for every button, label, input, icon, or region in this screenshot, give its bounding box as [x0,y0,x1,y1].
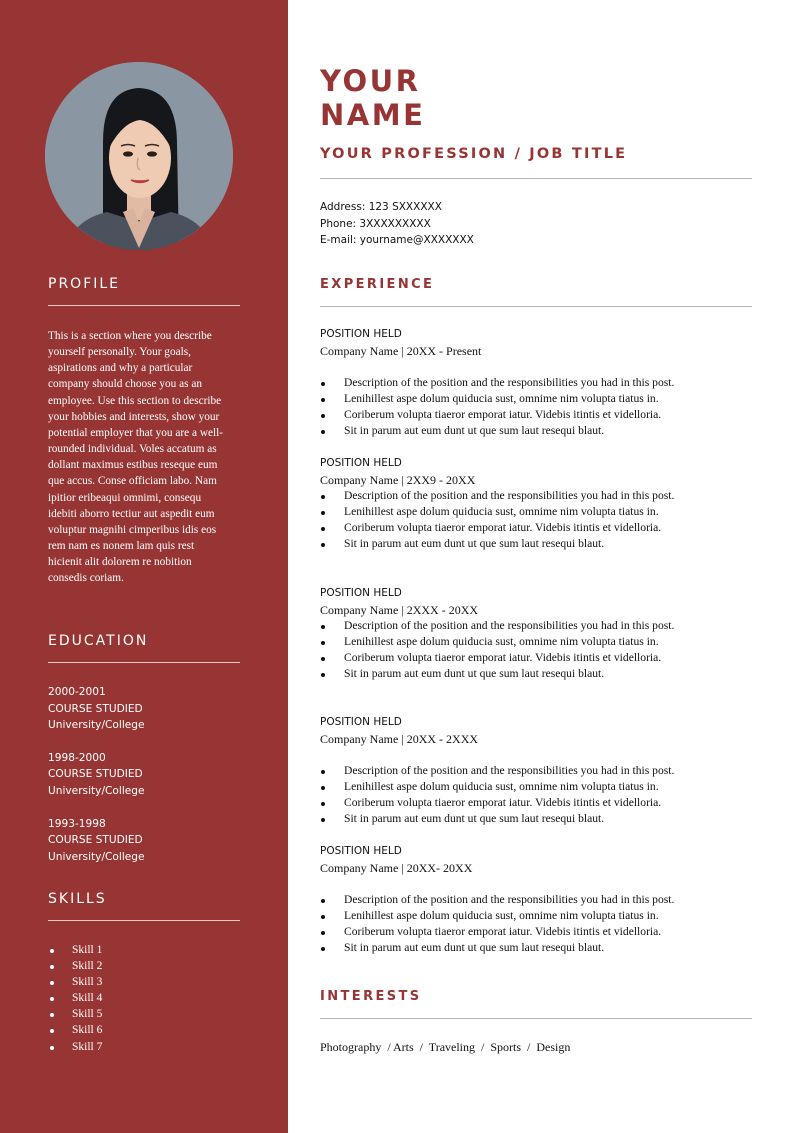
responsibility-item: Description of the position and the responsibilities you had in this post. [320,763,760,779]
experience-entry [320,455,760,552]
education-school: University/College [48,850,145,863]
position-title: POSITION HELD [320,328,402,340]
candidate-name [320,64,425,132]
responsibilities-list [320,892,760,956]
skill-item: Skill 2 [48,958,102,974]
responsibility-item: Description of the position and the responsibilities you had in this post. [320,892,760,908]
profile-line: rounded individual. Voles accatum as [48,443,217,456]
education-years: 1993-1998 [48,817,106,830]
experience-entry [320,843,760,956]
responsibility-item: Sit in parum aut eum dunt ut que sum laut resequi blaut. [320,423,760,439]
responsibility-item: Coriberum volupta tiaeror emporat iatur. Videbis itintis et videlloria. [320,795,760,811]
education-heading: EDUCATION [48,633,149,649]
skill-item: Skill 1 [48,942,102,958]
profile-line: que accus. Conse officiam labo. Nam [48,475,217,488]
interests-list: Photography / Arts / Traveling / Sports / Design [320,1040,571,1054]
education-years: 1998-2000 [48,751,106,764]
skill-item: Skill 4 [48,990,102,1006]
responsibility-item: Sit in parum aut eum dunt ut que sum laut resequi blaut. [320,666,760,682]
education-list [48,684,248,881]
profile-line: potential employer that you are a well- [48,426,224,439]
experience-divider [320,306,752,307]
header-divider [320,178,752,179]
skill-item: Skill 6 [48,1022,102,1038]
experience-entry [320,714,760,827]
profile-line: aspirations and why a particular [48,362,193,375]
responsibility-item: Coriberum volupta tiaeror emporat iatur. Videbis itintis et videlloria. [320,650,760,666]
responsibility-item: Coriberum volupta tiaeror emporat iatur. Videbis itintis et videlloria. [320,924,760,940]
profile-line: rem nam es nonem lam quis rest [48,540,195,553]
profile-line: employee. Use this section to describe [48,394,222,407]
profile-line: hicienit alit dolorem re nobition [48,556,192,569]
interests-heading: INTERESTS [320,989,422,1004]
skill-item: Skill 3 [48,974,102,990]
position-title: POSITION HELD [320,587,402,599]
responsibility-item: Sit in parum aut eum dunt ut que sum laut resequi blaut. [320,811,760,827]
profile-line: company should choose you as an [48,378,203,391]
position-title: POSITION HELD [320,845,402,857]
experience-heading: EXPERIENCE [320,277,435,292]
responsibility-item: Lenihillest aspe dolum quiducia sust, omnime nim volupta tiatus in. [320,634,760,650]
profession-title: YOUR PROFESSION / JOB TITLE [320,146,628,162]
profile-line: your hobbies and interests, show your [48,410,220,423]
contact-phone: Phone: 3XXXXXXXXX [320,217,431,230]
profile-line: ipitior eribeaqui omnimi, consequ [48,491,202,504]
skill-item: Skill 5 [48,1006,102,1022]
responsibility-item: Lenihillest aspe dolum quiducia sust, omnime nim volupta tiatus in. [320,908,760,924]
company-line: Company Name | 2XX9 - 20XX [320,472,476,487]
education-school: University/College [48,719,145,732]
profile-line: yourself personally. Your goals, [48,346,191,359]
responsibility-item: Sit in parum aut eum dunt ut que sum laut resequi blaut. [320,940,760,956]
education-divider [48,662,240,663]
portrait-illustration [45,62,233,250]
skills-divider [48,920,240,921]
education-entry [48,684,248,734]
responsibility-item: Lenihillest aspe dolum quiducia sust, omnime nim volupta tiatus in. [320,391,760,407]
company-line: Company Name | 20XX- 20XX [320,860,473,875]
experience-entry [320,585,760,682]
contact-block [320,199,474,249]
skill-item: Skill 7 [48,1039,102,1055]
responsibility-item: Description of the position and the responsibilities you had in this post. [320,618,760,634]
profile-line: idebiti aborro tectiur aut aspedit eum [48,507,215,520]
education-course: COURSE STUDIED [48,768,143,781]
responsibility-item: Sit in parum aut eum dunt ut que sum laut resequi blaut. [320,536,760,552]
education-course: COURSE STUDIED [48,834,143,847]
name-line-2: NAME [320,98,426,132]
sidebar [0,0,288,1133]
contact-address: Address: 123 SXXXXXX [320,201,442,213]
profile-text [48,328,240,587]
responsibility-item: Description of the position and the responsibilities you had in this post. [320,375,760,391]
responsibility-item: Description of the position and the responsibilities you had in this post. [320,488,760,504]
skills-heading: SKILLS [48,891,107,907]
profile-line: This is a section where you describe [48,330,212,342]
profile-divider [48,305,240,306]
company-line: Company Name | 2XXX - 20XX [320,602,479,617]
profile-line: voluptur magnihi cimperibus idis eos [48,523,217,536]
position-title: POSITION HELD [320,457,402,469]
education-entry [48,750,248,800]
responsibility-item: Lenihillest aspe dolum quiducia sust, omnime nim volupta tiatus in. [320,779,760,795]
experience-entry [320,326,760,439]
profile-heading: PROFILE [48,276,121,292]
responsibility-item: Coriberum volupta tiaeror emporat iatur. Videbis itintis et videlloria. [320,520,760,536]
responsibilities-list [320,375,760,439]
profile-line: dollant maximus estibus reseque eum [48,459,218,472]
responsibility-item: Coriberum volupta tiaeror emporat iatur. Videbis itintis et videlloria. [320,407,760,423]
education-years: 2000-2001 [48,686,106,698]
interests-divider [320,1018,752,1019]
profile-line: consedis coriam. [48,572,124,585]
education-entry [48,816,248,866]
responsibilities-list [320,763,760,827]
position-title: POSITION HELD [320,716,402,728]
education-school: University/College [48,784,145,797]
skills-list [48,942,102,1055]
responsibilities-list [320,488,760,552]
name-line-1: YOUR [320,64,421,98]
responsibilities-list [320,618,760,682]
company-line: Company Name | 20XX - 2XXX [320,731,479,746]
profile-photo [45,62,233,250]
education-course: COURSE STUDIED [48,702,143,715]
company-line: Company Name | 20XX - Present [320,343,482,358]
responsibility-item: Lenihillest aspe dolum quiducia sust, omnime nim volupta tiatus in. [320,504,760,520]
contact-email: E-mail: yourname@XXXXXXX [320,234,474,247]
